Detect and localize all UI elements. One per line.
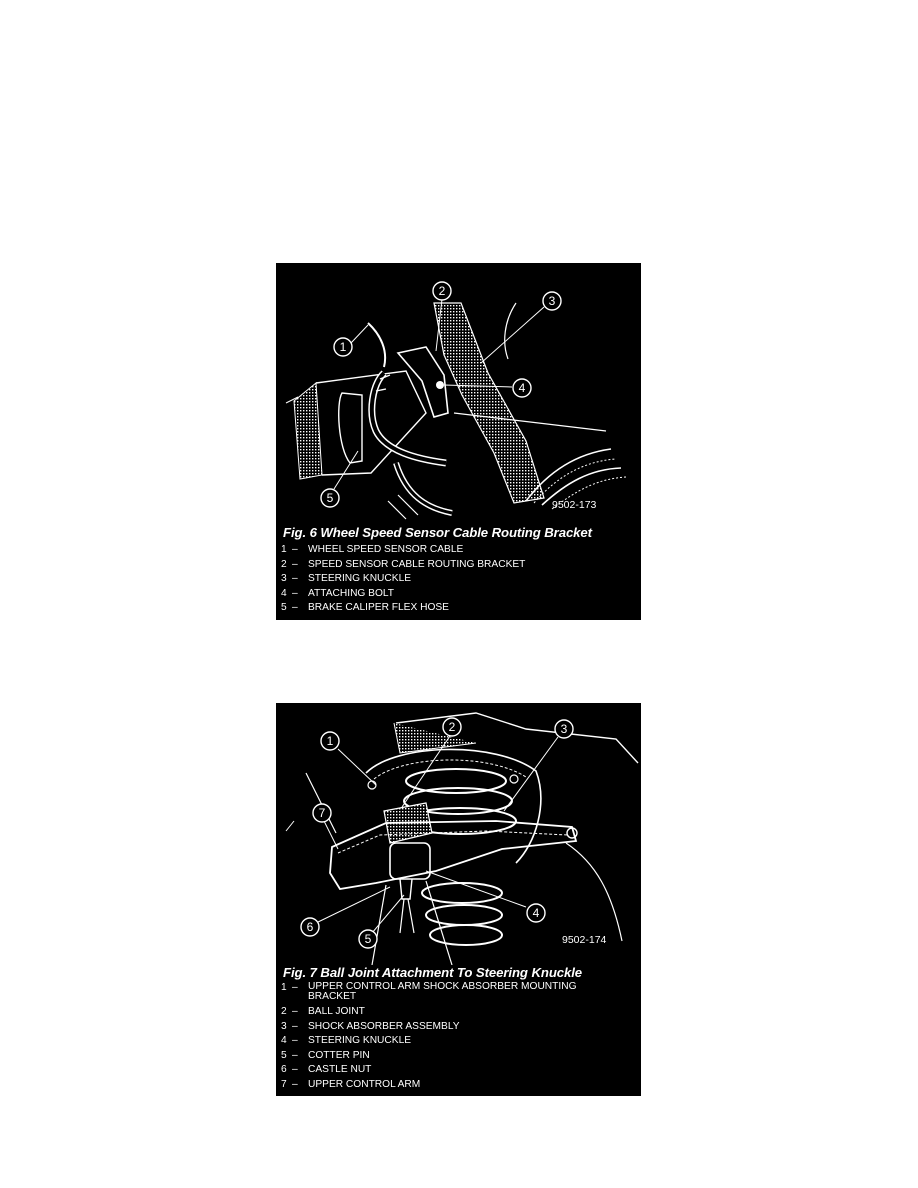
legend-item: 6 – CASTLE NUT	[281, 1064, 372, 1076]
figure-6-wheel-speed-sensor-bracket	[276, 263, 641, 620]
svg-text:5: 5	[364, 932, 372, 946]
svg-text:7: 7	[318, 806, 326, 820]
figure-legend	[281, 982, 637, 1093]
svg-text:2: 2	[438, 284, 446, 298]
svg-text:4: 4	[518, 381, 526, 395]
callout-4	[527, 904, 545, 922]
callout-5	[359, 930, 377, 948]
callout-6	[301, 918, 319, 936]
legend-item: 1 – WHEEL SPEED SENSOR CABLE	[281, 544, 464, 555]
svg-text:3: 3	[548, 294, 556, 308]
callout-2	[443, 718, 461, 736]
callout-5	[321, 489, 339, 507]
figure-legend	[281, 543, 637, 616]
legend-item: 3 – SHOCK ABSORBER ASSEMBLY	[281, 1020, 460, 1032]
figure-6-illustration	[276, 263, 641, 523]
svg-text:1: 1	[326, 734, 334, 748]
callout-1	[334, 338, 352, 356]
figure-title: Fig. 6 Wheel Speed Sensor Cable Routing Bracket	[283, 525, 592, 540]
legend-item: 2 – BALL JOINT	[281, 1006, 365, 1017]
svg-text:2: 2	[448, 720, 456, 734]
svg-text:6: 6	[306, 920, 314, 934]
figure-code: 9502-174	[562, 934, 607, 946]
callout-3	[543, 292, 561, 310]
legend-item: 3 – STEERING KNUCKLE	[281, 573, 412, 585]
callout-2	[433, 282, 451, 300]
callout-1	[321, 732, 339, 750]
legend-item: 2 – SPEED SENSOR CABLE ROUTING BRACKET	[281, 558, 526, 570]
legend-item: 1 – UPPER CONTROL ARM SHOCK ABSORBER MOUNTING BRACKET	[281, 981, 577, 1002]
svg-text:4: 4	[532, 906, 540, 920]
figure-code: 9502-173	[552, 499, 597, 511]
legend-item: 5 – BRAKE CALIPER FLEX HOSE	[281, 602, 449, 614]
figure-title: Fig. 7 Ball Joint Attachment To Steering Knuckle	[283, 965, 583, 980]
callout-7	[313, 804, 331, 822]
legend-item: 5 – COTTER PIN	[281, 1049, 370, 1061]
legend-item: 4 – ATTACHING BOLT	[281, 587, 395, 599]
legend-item: 4 – STEERING KNUCKLE	[281, 1035, 412, 1047]
svg-text:5: 5	[326, 491, 334, 505]
legend-item: 7 – UPPER CONTROL ARM	[281, 1078, 421, 1090]
svg-text:1: 1	[339, 340, 347, 354]
svg-text:3: 3	[560, 722, 568, 736]
callout-3	[555, 720, 573, 738]
callout-4	[513, 379, 531, 397]
figure-7-illustration	[276, 703, 641, 965]
figure-7-ball-joint-attachment	[276, 703, 641, 1096]
